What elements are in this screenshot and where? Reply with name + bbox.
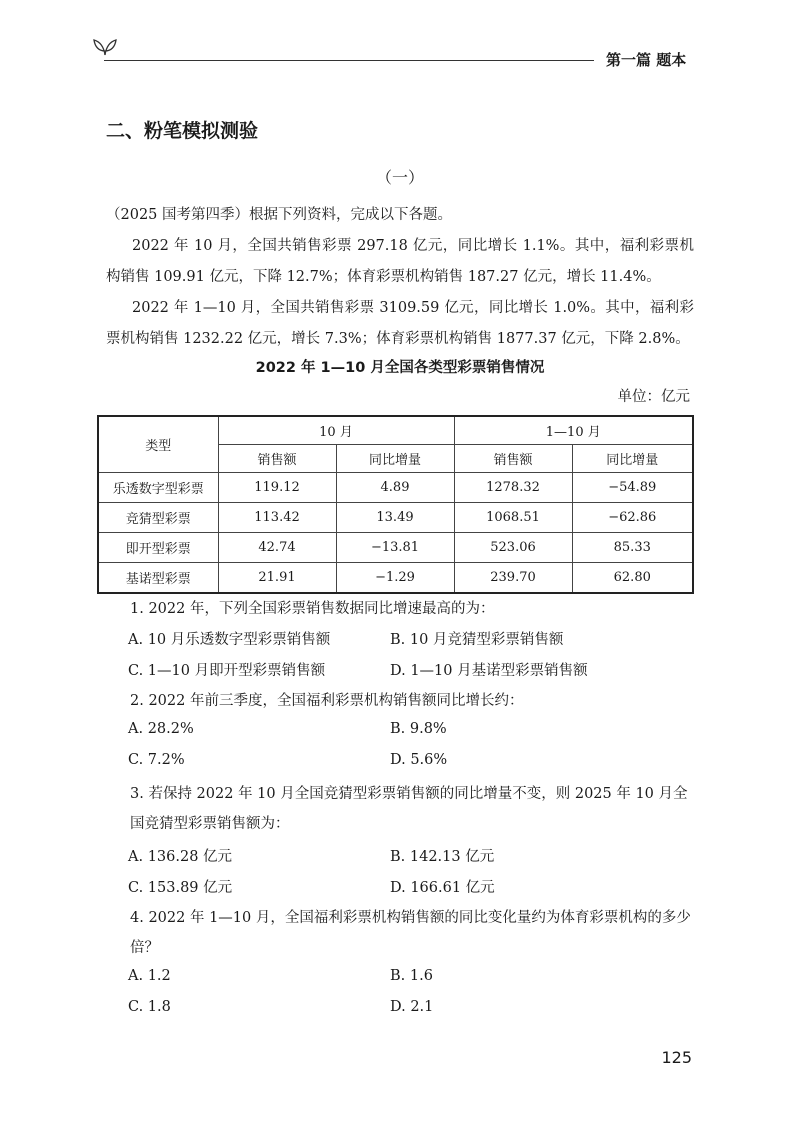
cell-oct-sales: 42.74 (218, 533, 336, 563)
paragraph-october: 2022 年 10 月，全国共销售彩票 297.18 亿元，同比增长 1.1%。其中，福利彩票机构销售 109.91 亿元，下降 12.7%；体育彩票机构销售 187.27 亿元，增长 11.4%。 (106, 238, 694, 285)
sub-header-oct-increase: 同比增量 (336, 445, 454, 473)
group-jan-oct-header: 1—10 月 (454, 416, 693, 445)
row-type: 竞猜型彩票 (98, 503, 218, 533)
question-1-option-b[interactable]: B. 10 月竞猜型彩票销售额 (390, 632, 564, 648)
table-row (98, 473, 693, 503)
section-title: 二、粉笔模拟测验 (106, 120, 259, 142)
row-type: 乐透数字型彩票 (98, 473, 218, 503)
cell-ytd-increase: −62.86 (572, 503, 693, 533)
cell-oct-sales: 119.12 (218, 473, 336, 503)
sub-header-oct-sales: 销售额 (218, 445, 336, 473)
question-1-option-d[interactable]: D. 1—10 月基诺型彩票销售额 (390, 663, 588, 679)
header-rule (104, 60, 594, 61)
table-row (98, 533, 693, 563)
question-4-option-a[interactable]: A. 1.2 (128, 968, 171, 984)
question-4-option-d[interactable]: D. 2.1 (390, 999, 434, 1015)
cell-oct-increase: −1.29 (336, 563, 454, 594)
question-4-option-b[interactable]: B. 1.6 (390, 968, 433, 984)
cell-ytd-sales: 239.70 (454, 563, 572, 594)
question-1-option-a[interactable]: A. 10 月乐透数字型彩票销售额 (128, 632, 331, 648)
question-2-option-b[interactable]: B. 9.8% (390, 721, 447, 737)
row-type: 即开型彩票 (98, 533, 218, 563)
question-3-option-b[interactable]: B. 142.13 亿元 (390, 849, 495, 865)
cell-oct-increase: 4.89 (336, 473, 454, 503)
question-1-stem: 1. 2022 年，下列全国彩票销售数据同比增速最高的为： (130, 601, 495, 617)
question-3-option-a[interactable]: A. 136.28 亿元 (128, 849, 233, 865)
lottery-sales-table (97, 415, 694, 594)
cell-oct-increase: 13.49 (336, 503, 454, 533)
question-3-option-d[interactable]: D. 166.61 亿元 (390, 880, 495, 896)
header-title: 第一篇 题本 (606, 51, 687, 69)
cell-oct-sales: 113.42 (218, 503, 336, 533)
sub-title: （一） (375, 168, 424, 187)
question-4-stem: 4. 2022 年 1—10 月，全国福利彩票机构销售额的同比变化量约为体育彩票机构的多少倍？ (130, 910, 691, 956)
group-october-header: 10 月 (218, 416, 454, 445)
sub-header-ytd-increase: 同比增量 (572, 445, 693, 473)
question-2-option-a[interactable]: A. 28.2% (128, 721, 194, 737)
cell-oct-sales: 21.91 (218, 563, 336, 594)
table-unit: 单位：亿元 (617, 389, 690, 405)
leaf-icon (92, 36, 118, 56)
cell-oct-increase: −13.81 (336, 533, 454, 563)
table-title: 2022 年 1—10 月全国各类型彩票销售情况 (255, 360, 545, 376)
question-1-option-c[interactable]: C. 1—10 月即开型彩票销售额 (128, 663, 326, 679)
cell-ytd-increase: 85.33 (572, 533, 693, 563)
page-number: 125 (661, 1048, 692, 1067)
table-header-row (98, 416, 693, 445)
cell-ytd-sales: 1278.32 (454, 473, 572, 503)
paragraph-jan-oct: 2022 年 1—10 月，全国共销售彩票 3109.59 亿元，同比增长 1.0%。其中，福利彩票机构销售 1232.22 亿元，增长 7.3%；体育彩票机构销售 1877.37 亿元，下降 2.8%。 (106, 300, 694, 347)
cell-ytd-increase: 62.80 (572, 563, 693, 594)
cell-ytd-sales: 523.06 (454, 533, 572, 563)
sub-header-ytd-sales: 销售额 (454, 445, 572, 473)
table-row (98, 563, 693, 594)
question-3-stem: 3. 若保持 2022 年 10 月全国竞猜型彩票销售额的同比增量不变，则 2025 年 10 月全国竞猜型彩票销售额为： (130, 786, 688, 832)
intro-paragraph: （2025 国考第四季）根据下列资料，完成以下各题。 (106, 207, 453, 223)
question-2-option-d[interactable]: D. 5.6% (390, 752, 448, 768)
table-row (98, 503, 693, 533)
cell-ytd-sales: 1068.51 (454, 503, 572, 533)
question-4-option-c[interactable]: C. 1.8 (128, 999, 171, 1015)
question-2-option-c[interactable]: C. 7.2% (128, 752, 185, 768)
col-type-header: 类型 (98, 416, 218, 473)
cell-ytd-increase: −54.89 (572, 473, 693, 503)
question-2-stem: 2. 2022 年前三季度，全国福利彩票机构销售额同比增长约： (130, 693, 524, 709)
row-type: 基诺型彩票 (98, 563, 218, 594)
question-3-option-c[interactable]: C. 153.89 亿元 (128, 880, 233, 896)
